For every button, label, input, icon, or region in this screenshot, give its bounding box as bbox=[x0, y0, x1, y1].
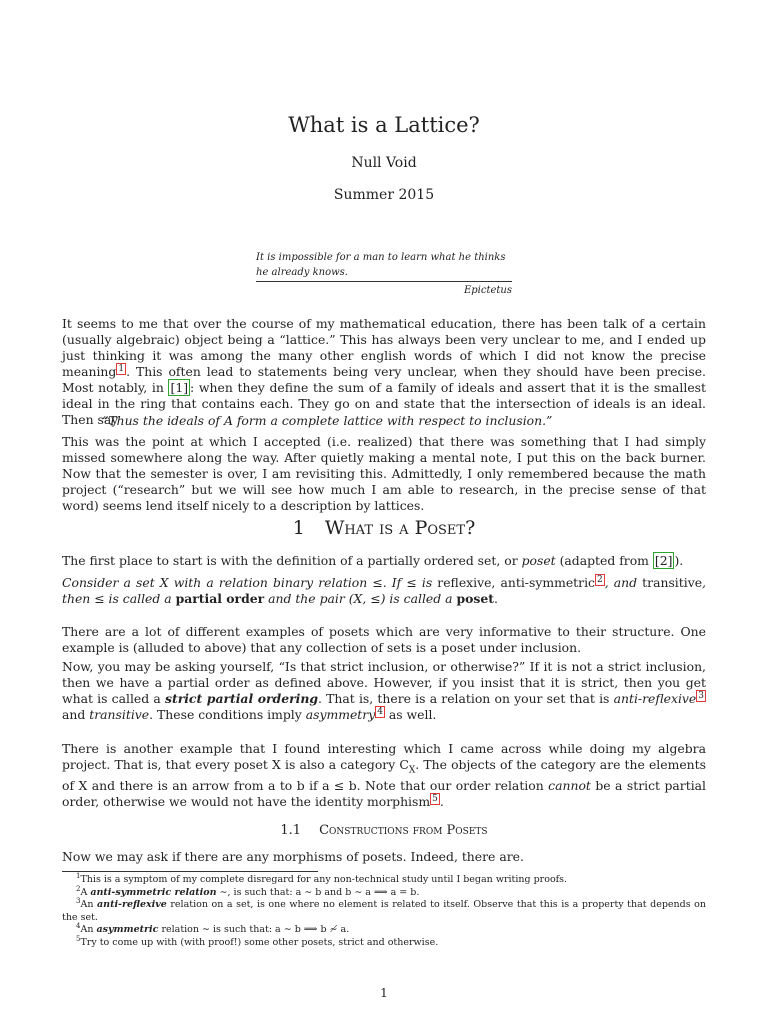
citation-link-1[interactable]: [1] bbox=[170, 380, 189, 395]
footnote-link-5[interactable]: 5 bbox=[432, 794, 438, 805]
section-heading-1: 1 What is a Poset? bbox=[292, 517, 476, 539]
footnote-5: $^5$Try to come up with (with proof!) some other posets, strict and otherwise. bbox=[76, 934, 439, 948]
footnote-4: $^4$An asymmetric relation ∼ is such that: a ∼ b ⟹ b ≁ a. bbox=[76, 921, 350, 935]
epigraph-rule bbox=[256, 281, 512, 282]
section1-paragraph-4: There is another example that I found interesting which I came across while doing my algebra project. That is, that every poset X is also a category $C_X$. The objects of the category are the elements of X and there is an arrow from a to b if a ≤ b. Note that our order relation cannot be a strict partial order, otherwise we would not have the identity morphism $^5$ . bbox=[62, 741, 707, 810]
citation-link-2[interactable]: [2] bbox=[654, 553, 673, 568]
paper-title: What is a Lattice? bbox=[288, 113, 480, 137]
footnote-rule bbox=[62, 871, 318, 872]
footnote-2: $^2$A anti-symmetric relation ∼, is such that: a ∼ b and b ∼ a ⟹ a = b. bbox=[76, 884, 420, 898]
footnote-1: $^1$This is a symptom of my complete disregard for any non-technical study until I began writing proofs. bbox=[76, 871, 568, 885]
definition-partial-order: Consider a set X with a relation binary relation ≤. If ≤ is reflexive, anti-symmetric $^2$ , and transitive, then ≤ is called a partial order and the pair (X, ≤) is called a poset. bbox=[62, 574, 706, 606]
footnote-link-3[interactable]: 3 bbox=[698, 690, 704, 701]
footnote-3: $^3$An anti-reflexive relation on a set, is one where no element is related to itself. Observe that this is a property that depends on the set. bbox=[62, 896, 706, 923]
block-quote: “Thus the ideals of A form a complete lattice with respect to inclusion.” bbox=[102, 413, 553, 428]
paper-date: Summer 2015 bbox=[333, 187, 435, 203]
paper-author: Null Void bbox=[351, 155, 417, 171]
footnote-link-2[interactable]: 2 bbox=[596, 574, 603, 585]
epigraph-author: Epictetus bbox=[463, 285, 512, 296]
section1-paragraph-2: There are a lot of different examples of posets which are very informative to their structure. One example is (alluded to above) that any collection of sets is a poset under inclusion. bbox=[62, 624, 706, 655]
subsection-paragraph-1: Now we may ask if there are any morphisms of posets. Indeed, there are. bbox=[62, 849, 524, 864]
page-number: 1 bbox=[380, 986, 388, 1000]
section1-paragraph-3: Now, you may be asking yourself, “Is that strict inclusion, or otherwise?” If it is not a strict inclusion, then we have a partial order as defined above. However, if you insist that it is strict, then you get what is called a strict partial ordering. That is, there is a relation on your set that is anti-reflexive $^3$ and transitive. These conditions imply asymmetry $^4$ as well. bbox=[62, 659, 706, 722]
subsection-heading-1-1: 1.1 Constructions from Posets bbox=[280, 823, 488, 838]
intro-paragraph-2: This was the point at which I accepted (i.e. realized) that there was something that I had simply missed somewhere along the way. After quietly making a mental note, I put this on the back burner. Now that the semester is over, I am revisiting this. Admittedly, I only remembered because the math project (“research” but we will see how much I am able to research, in the precise sense of that word) seems lend itself nicely to a description by lattices. bbox=[62, 434, 706, 513]
section1-paragraph-1: The first place to start is with the definition of a partially ordered set, or poset (adapted from [2] ). bbox=[62, 553, 684, 568]
intro-paragraph-1: It seems to me that over the course of my mathematical education, there has been talk of a certain (usually algebraic) object being a “lattice.” This has always been very unclear to me, and I ended up just thinking it was among the many other english words of which I did not know the precise meaning $^1$ . This often lead to statements being very unclear, when they should have been precise. Most notably, in [1] : when they define the sum of a family of ideals and assert that it is the smallest ideal in the ring that contains each. They go on and state that the intersection of ideals is an ideal. Then say bbox=[62, 316, 706, 427]
footnote-link-1[interactable]: 1 bbox=[118, 363, 125, 374]
footnote-link-4[interactable]: 4 bbox=[377, 706, 383, 717]
epigraph-text: It is impossible for a man to learn what he thinks he already knows. bbox=[256, 252, 506, 278]
